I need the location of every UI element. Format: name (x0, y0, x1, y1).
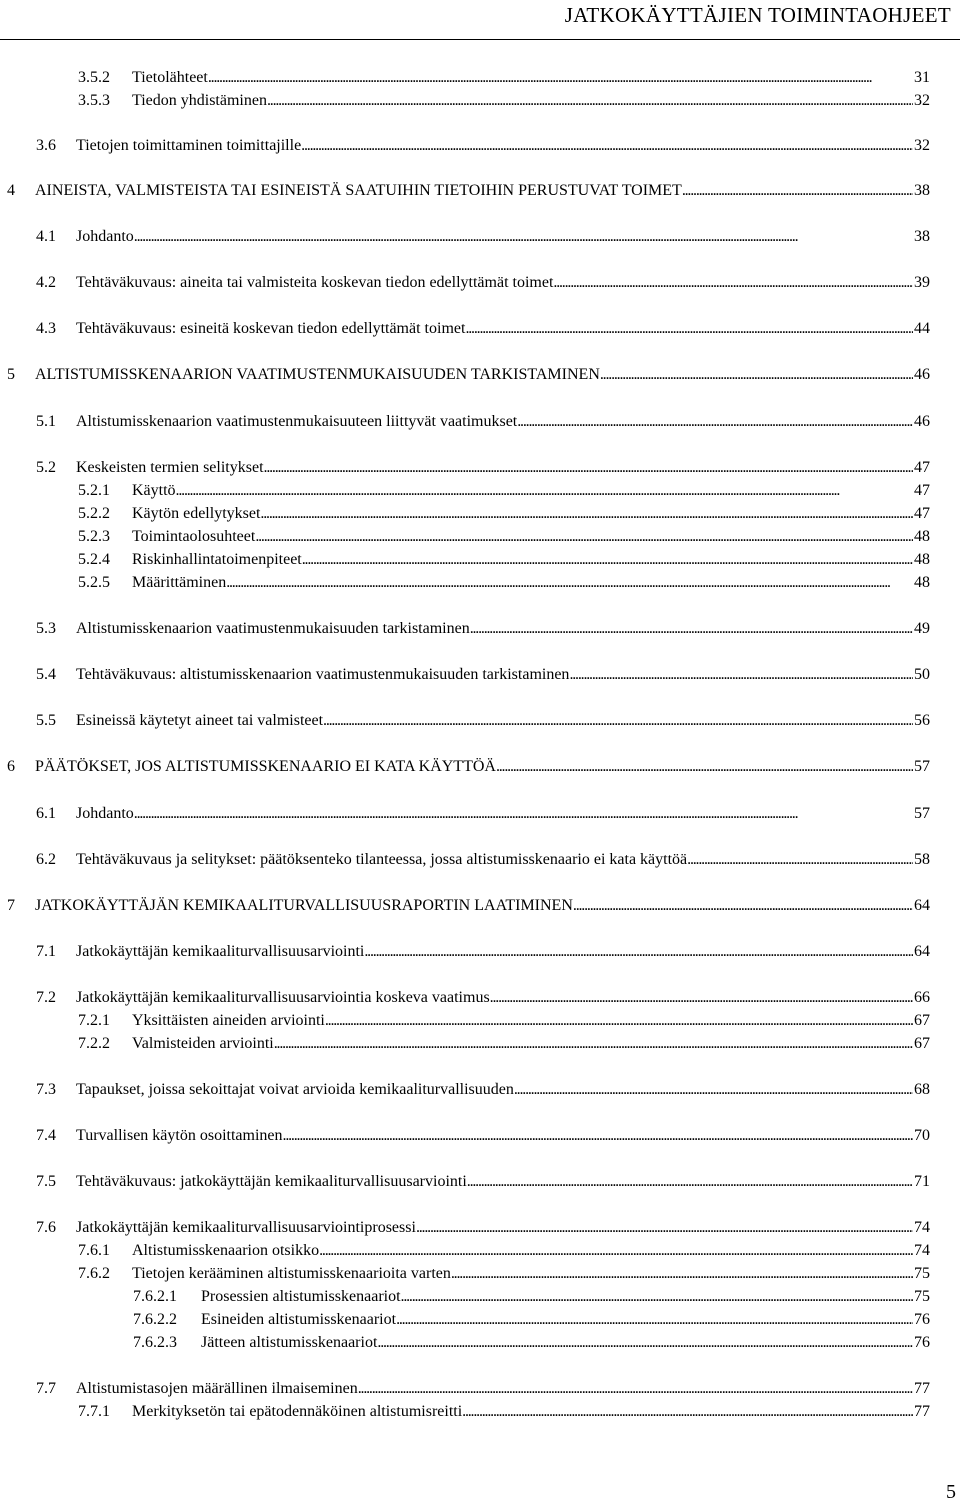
toc-dot-leader (134, 227, 913, 247)
toc-entry-title: Tehtäväkuvaus: jatkokäyttäjän kemikaaliturvallisuusarviointi (76, 1173, 467, 1190)
toc-dot-leader (416, 1218, 913, 1238)
toc-dot-leader (687, 850, 913, 870)
toc-entry-title: Määrittäminen (132, 574, 227, 591)
toc-entry-page: 75 (914, 1265, 930, 1282)
toc-entry[interactable] (36, 850, 930, 870)
toc-entry-page: 77 (914, 1403, 930, 1420)
toc-entry-page: 74 (914, 1242, 930, 1259)
toc-dot-leader (260, 504, 913, 524)
toc-entry-number: 7.5 (36, 1173, 56, 1190)
toc-entry[interactable] (36, 665, 930, 685)
toc-dot-leader (319, 1241, 913, 1261)
toc-entry-page: 74 (914, 1219, 930, 1236)
toc-dot-leader (208, 68, 913, 88)
toc-entry-number: 7.6.2 (78, 1265, 110, 1282)
toc-entry-number: 7.6.2.3 (133, 1334, 177, 1351)
toc-entry-title: Tietojen toimittaminen toimittajille (76, 137, 302, 154)
toc-entry[interactable] (36, 227, 930, 247)
toc-entry-number: 4 (7, 182, 15, 199)
toc-entry[interactable] (78, 527, 930, 547)
toc-entry-title: Käyttö (132, 482, 176, 499)
toc-entry-number: 6 (7, 758, 15, 775)
toc-entry-number: 5.2 (36, 459, 56, 476)
toc-entry-number: 5 (7, 366, 15, 383)
toc-dot-leader (517, 412, 913, 432)
toc-entry-title: Altistumisskenaarion otsikko (132, 1242, 320, 1259)
toc-entry-number: 6.2 (36, 851, 56, 868)
toc-entry[interactable] (36, 804, 930, 824)
toc-entry[interactable] (7, 365, 930, 385)
toc-entry-number: 7.6 (36, 1219, 56, 1236)
toc-entry-page: 64 (914, 897, 930, 914)
toc-entry[interactable] (36, 1379, 930, 1399)
toc-entry-page: 71 (914, 1173, 930, 1190)
toc-entry-number: 7.7 (36, 1380, 56, 1397)
toc-entry-page: 48 (914, 574, 930, 591)
toc-entry-number: 4.3 (36, 320, 56, 337)
toc-entry-page: 64 (914, 943, 930, 960)
toc-entry-page: 38 (914, 182, 930, 199)
toc-dot-leader (176, 481, 913, 501)
toc-entry[interactable] (36, 988, 930, 1008)
toc-entry-page: 46 (914, 413, 930, 430)
toc-entry-page: 75 (914, 1288, 930, 1305)
toc-dot-leader (401, 1287, 913, 1307)
toc-entry-title: Tehtäväkuvaus ja selitykset: päätöksenteko tilanteessa, jossa altistumisskenaario ei kata käyttöä (76, 851, 688, 868)
toc-entry[interactable] (133, 1287, 930, 1307)
toc-entry[interactable] (78, 1034, 930, 1054)
toc-entry[interactable] (78, 1011, 930, 1031)
toc-entry-title: Turvallisen käytön osoittaminen (76, 1127, 283, 1144)
toc-entry[interactable] (36, 1218, 930, 1238)
toc-entry[interactable] (78, 91, 930, 111)
toc-entry-number: 3.5.3 (78, 92, 110, 109)
toc-entry-number: 7.2.1 (78, 1012, 110, 1029)
toc-entry-page: 32 (914, 137, 930, 154)
toc-entry-number: 5.3 (36, 620, 56, 637)
toc-dot-leader (496, 757, 913, 777)
toc-entry-page: 57 (914, 805, 930, 822)
toc-entry[interactable] (36, 136, 930, 156)
toc-entry-title: Esineiden altistumisskenaariot (201, 1311, 397, 1328)
toc-entry-number: 5.2.5 (78, 574, 110, 591)
toc-entry-number: 5.5 (36, 712, 56, 729)
toc-dot-leader (600, 365, 913, 385)
toc-entry[interactable] (133, 1333, 930, 1353)
toc-dot-leader (364, 942, 913, 962)
toc-entry-number: 3.5.2 (78, 69, 110, 86)
toc-dot-leader (255, 527, 913, 547)
toc-entry[interactable] (78, 550, 930, 570)
toc-entry[interactable] (36, 1172, 930, 1192)
toc-entry-number: 7.1 (36, 943, 56, 960)
toc-entry-title: Johdanto (76, 228, 134, 245)
toc-entry-number: 5.2.4 (78, 551, 110, 568)
toc-dot-leader (302, 550, 913, 570)
toc-entry-page: 49 (914, 620, 930, 637)
toc-entry-title: ALTISTUMISSKENAARION VAATIMUSTENMUKAISUUDEN TARKISTAMINEN (35, 366, 600, 383)
toc-entry-number: 5.2.2 (78, 505, 110, 522)
toc-entry-page: 56 (914, 712, 930, 729)
toc-entry[interactable] (36, 619, 930, 639)
toc-entry-title: Esineissä käytetyt aineet tai valmisteet (76, 712, 324, 729)
toc-dot-leader (274, 1034, 913, 1054)
toc-entry[interactable] (36, 1126, 930, 1146)
toc-entry-title: Tiedon yhdistäminen (132, 92, 267, 109)
toc-dot-leader (325, 1011, 913, 1031)
toc-entry-title: Toimintaolosuhteet (132, 528, 256, 545)
toc-entry-page: 68 (914, 1081, 930, 1098)
toc-entry-number: 7.2 (36, 989, 56, 1006)
toc-dot-leader (134, 804, 913, 824)
toc-entry-title: Jatkokäyttäjän kemikaaliturvallisuusarviointi (76, 943, 365, 960)
toc-entry-page: 66 (914, 989, 930, 1006)
toc-entry-page: 48 (914, 528, 930, 545)
toc-entry-title: JATKOKÄYTTÄJÄN KEMIKAALITURVALLISUUSRAPORTIN LAATIMINEN (35, 897, 573, 914)
toc-entry-page: 76 (914, 1334, 930, 1351)
toc-entry-page: 77 (914, 1380, 930, 1397)
toc-entry-title: Altistumisskenaarion vaatimustenmukaisuuteen liittyvät vaatimukset (76, 413, 518, 430)
toc-entry-title: Jatkokäyttäjän kemikaaliturvallisuusarviointiprosessi (76, 1219, 416, 1236)
toc-entry[interactable] (78, 573, 930, 593)
toc-dot-leader (462, 1402, 913, 1422)
toc-entry[interactable] (7, 181, 930, 201)
toc-entry[interactable] (36, 1080, 930, 1100)
toc-entry-title: Tietojen kerääminen altistumisskenaarioita varten (132, 1265, 451, 1282)
page-number: 5 (946, 1481, 956, 1503)
toc-entry-title: Yksittäisten aineiden arviointi (132, 1012, 325, 1029)
toc-entry[interactable] (36, 273, 930, 293)
toc-dot-leader (283, 1126, 913, 1146)
toc-entry-page: 47 (914, 459, 930, 476)
toc-entry-number: 5.2.1 (78, 482, 110, 499)
toc-entry-page: 32 (914, 92, 930, 109)
toc-dot-leader (465, 319, 913, 339)
toc-entry-page: 58 (914, 851, 930, 868)
toc-entry[interactable] (78, 1402, 930, 1422)
toc-entry-page: 67 (914, 1012, 930, 1029)
toc-entry-title: Käytön edellytykset (132, 505, 261, 522)
toc-entry-number: 7.3 (36, 1081, 56, 1098)
toc-dot-leader (682, 181, 913, 201)
toc-entry-title: Tehtäväkuvaus: altistumisskenaarion vaatimustenmukaisuuden tarkistaminen (76, 666, 570, 683)
toc-entry[interactable] (78, 504, 930, 524)
toc-entry-number: 7.4 (36, 1127, 56, 1144)
toc-entry-title: Jätteen altistumisskenaariot (201, 1334, 378, 1351)
toc-entry-number: 3.6 (36, 137, 56, 154)
toc-entry-page: 76 (914, 1311, 930, 1328)
toc-dot-leader (301, 136, 913, 156)
toc-entry[interactable] (78, 68, 930, 88)
toc-dot-leader (226, 573, 913, 593)
toc-entry-page: 48 (914, 551, 930, 568)
toc-entry-title: Johdanto (76, 805, 134, 822)
toc-dot-leader (267, 91, 913, 111)
toc-entry-title: AINEISTA, VALMISTEISTA TAI ESINEISTÄ SAATUIHIN TIETOIHIN PERUSTUVAT TOIMET (35, 182, 682, 199)
toc-entry-page: 70 (914, 1127, 930, 1144)
toc-entry-page: 46 (914, 366, 930, 383)
toc-entry-page: 31 (914, 69, 930, 86)
toc-entry[interactable] (36, 458, 930, 478)
toc-entry[interactable] (36, 942, 930, 962)
toc-dot-leader (264, 458, 913, 478)
toc-entry-title: Tehtäväkuvaus: esineitä koskevan tiedon edellyttämät toimet (76, 320, 466, 337)
toc-entry-title: Altistumisskenaarion vaatimustenmukaisuuden tarkistaminen (76, 620, 470, 637)
toc-entry-title: Tapaukset, joissa sekoittajat voivat arvioida kemikaaliturvallisuuden (76, 1081, 514, 1098)
toc-entry[interactable] (36, 412, 930, 432)
toc-entry-number: 5.2.3 (78, 528, 110, 545)
toc-entry-page: 47 (914, 505, 930, 522)
toc-entry[interactable] (78, 481, 930, 501)
toc-dot-leader (573, 896, 913, 916)
toc-entry-number: 7.6.1 (78, 1242, 110, 1259)
toc-entry-number: 4.2 (36, 274, 56, 291)
toc-dot-leader (569, 665, 913, 685)
running-header: JATKOKÄYTTÄJIEN TOIMINTAOHJEET (564, 3, 951, 27)
toc-dot-leader (514, 1080, 913, 1100)
toc-entry-page: 67 (914, 1035, 930, 1052)
toc-dot-leader (358, 1379, 913, 1399)
toc-entry-title: Altistumistasojen määrällinen ilmaiseminen (76, 1380, 358, 1397)
toc-entry-page: 47 (914, 482, 930, 499)
toc-entry-page: 39 (914, 274, 930, 291)
toc-entry-title: Merkityksetön tai epätodennäköinen altistumisreitti (132, 1403, 463, 1420)
toc-entry-number: 4.1 (36, 228, 56, 245)
toc-entry[interactable] (133, 1310, 930, 1330)
toc-entry[interactable] (36, 711, 930, 731)
toc-entry[interactable] (7, 757, 930, 777)
toc-dot-leader (490, 988, 913, 1008)
toc-dot-leader (377, 1333, 913, 1353)
toc-entry-title: Riskinhallintatoimenpiteet (132, 551, 302, 568)
toc-entry-number: 7.2.2 (78, 1035, 110, 1052)
toc-entry-number: 5.1 (36, 413, 56, 430)
toc-entry-title: Tietolähteet (132, 69, 208, 86)
toc-entry-title: Valmisteiden arviointi (132, 1035, 274, 1052)
toc-entry-page: 44 (914, 320, 930, 337)
toc-entry-title: Tehtäväkuvaus: aineita tai valmisteita koskevan tiedon edellyttämät toimet (76, 274, 554, 291)
toc-entry-number: 5.4 (36, 666, 56, 683)
toc-entry-page: 57 (914, 758, 930, 775)
toc-entry-number: 7 (7, 897, 15, 914)
toc-dot-leader (323, 711, 913, 731)
toc-entry[interactable] (36, 319, 930, 339)
toc-dot-leader (553, 273, 913, 293)
toc-dot-leader (396, 1310, 913, 1330)
toc-entry-title: PÄÄTÖKSET, JOS ALTISTUMISSKENAARIO EI KATA KÄYTTÖÄ (35, 758, 496, 775)
toc-entry-page: 50 (914, 666, 930, 683)
toc-entry[interactable] (78, 1264, 930, 1284)
toc-entry-number: 7.7.1 (78, 1403, 110, 1420)
toc-entry[interactable] (7, 896, 930, 916)
toc-entry-title: Prosessien altistumisskenaariot (201, 1288, 401, 1305)
toc-entry-number: 7.6.2.2 (133, 1311, 177, 1328)
toc-entry-number: 7.6.2.1 (133, 1288, 177, 1305)
toc-entry-title: Keskeisten termien selitykset (76, 459, 264, 476)
toc-dot-leader (451, 1264, 913, 1284)
toc-dot-leader (467, 1172, 913, 1192)
toc-entry-number: 6.1 (36, 805, 56, 822)
toc-entry-title: Jatkokäyttäjän kemikaaliturvallisuusarviointia koskeva vaatimus (76, 989, 490, 1006)
toc-entry-page: 38 (914, 228, 930, 245)
toc-dot-leader (470, 619, 913, 639)
toc-entry[interactable] (78, 1241, 930, 1261)
